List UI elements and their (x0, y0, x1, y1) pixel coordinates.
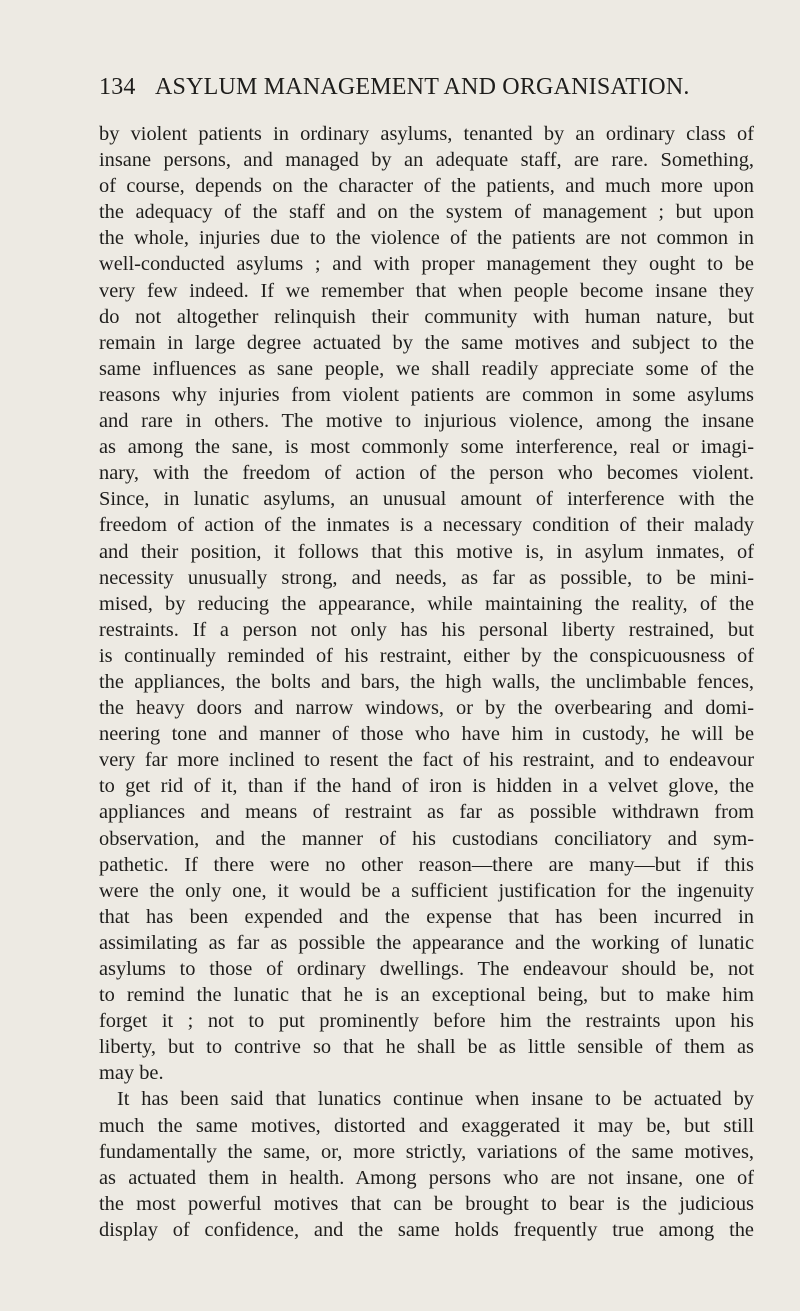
text-line: fundamentally the same, or, more strictly, variations of the same motives, (99, 1140, 754, 1163)
text-line: and their position, it follows that this motive is, in asylum inmates, of (99, 540, 754, 563)
text-line: the most powerful motives that can be brought to bear is the judicious (99, 1192, 754, 1215)
text-line: remain in large degree actuated by the same motives and subject to the (99, 331, 754, 354)
text-line: mised, by reducing the appearance, while maintaining the reality, of the (99, 592, 754, 615)
text-line: the appliances, the bolts and bars, the high walls, the unclimbable fences, (99, 670, 754, 693)
running-head (99, 74, 749, 114)
text-line: freedom of action of the inmates is a necessary condition of their malady (99, 514, 754, 537)
text-line: pathetic. If there were no other reason—there are many—but if this (99, 853, 754, 876)
text-line: much the same motives, distorted and exaggerated it may be, but still (99, 1114, 754, 1137)
body-text (99, 121, 754, 1243)
text-line: as actuated them in health. Among persons who are not insane, one of (99, 1166, 754, 1189)
text-line: same influences as sane people, we shall readily appreciate some of the (99, 357, 754, 380)
text-line: necessity unusually strong, and needs, as far as possible, to be mini- (99, 566, 754, 589)
text-line: is continually reminded of his restraint, either by the conspicuousness of (99, 644, 754, 667)
text-line: neering tone and manner of those who have him in custody, he will be (99, 723, 754, 746)
text-line: nary, with the freedom of action of the person who becomes violent. (99, 462, 754, 485)
text-line: to remind the lunatic that he is an exceptional being, but to make him (99, 984, 754, 1007)
paragraph-end-line: may be. (99, 1062, 164, 1085)
text-line: very far more inclined to resent the fact of his restraint, and to endeavour (99, 749, 754, 772)
text-line: Since, in lunatic asylums, an unusual amount of interference with the (99, 488, 754, 511)
text-line: reasons why injuries from violent patients are common in some asylums (99, 383, 754, 406)
text-line: observation, and the manner of his custodians conciliatory and sym- (99, 827, 754, 850)
text-line: display of confidence, and the same holds frequently true among the (99, 1218, 754, 1241)
text-line: the heavy doors and narrow windows, or by the overbearing and domi- (99, 697, 754, 720)
running-title: ASYLUM MANAGEMENT AND ORGANISATION. (155, 74, 690, 100)
text-line: do not altogether relinquish their community with human nature, but (99, 305, 754, 328)
text-line: by violent patients in ordinary asylums, tenanted by an ordinary class of (99, 123, 754, 145)
text-line: were the only one, it would be a sufficient justification for the ingenuity (99, 879, 754, 902)
text-line: to get rid of it, than if the hand of iron is hidden in a velvet glove, the (99, 775, 754, 798)
text-line: very few indeed. If we remember that when people become insane they (99, 279, 754, 302)
text-line: assimilating as far as possible the appearance and the working of lunatic (99, 931, 754, 954)
text-line: appliances and means of restraint as far as possible withdrawn from (99, 801, 754, 824)
text-line: and rare in others. The motive to injurious violence, among the insane (99, 410, 754, 433)
page-number: 134 (99, 74, 136, 100)
text-line: of course, depends on the character of the patients, and much more upon (99, 175, 754, 198)
text-line: the whole, injuries due to the violence of the patients are not common in (99, 227, 754, 250)
text-line: liberty, but to contrive so that he shall be as little sensible of them as (99, 1036, 754, 1059)
paragraph-start-line: It has been said that lunatics continue when insane to be actuated by (117, 1088, 754, 1111)
text-line: the adequacy of the staff and on the system of management ; but upon (99, 201, 754, 224)
text-line: that has been expended and the expense that has been incurred in (99, 905, 754, 928)
text-line: asylums to those of ordinary dwellings. The endeavour should be, not (99, 958, 754, 980)
text-line: restraints. If a person not only has his personal liberty restrained, but (99, 618, 754, 641)
text-line: as among the sane, is most commonly some interference, real or imagi- (99, 436, 754, 459)
text-line: forget it ; not to put prominently before him the restraints upon his (99, 1010, 754, 1033)
text-line: well-conducted asylums ; and with proper management they ought to be (99, 253, 754, 276)
text-line: insane persons, and managed by an adequate staff, are rare. Something, (99, 149, 754, 172)
